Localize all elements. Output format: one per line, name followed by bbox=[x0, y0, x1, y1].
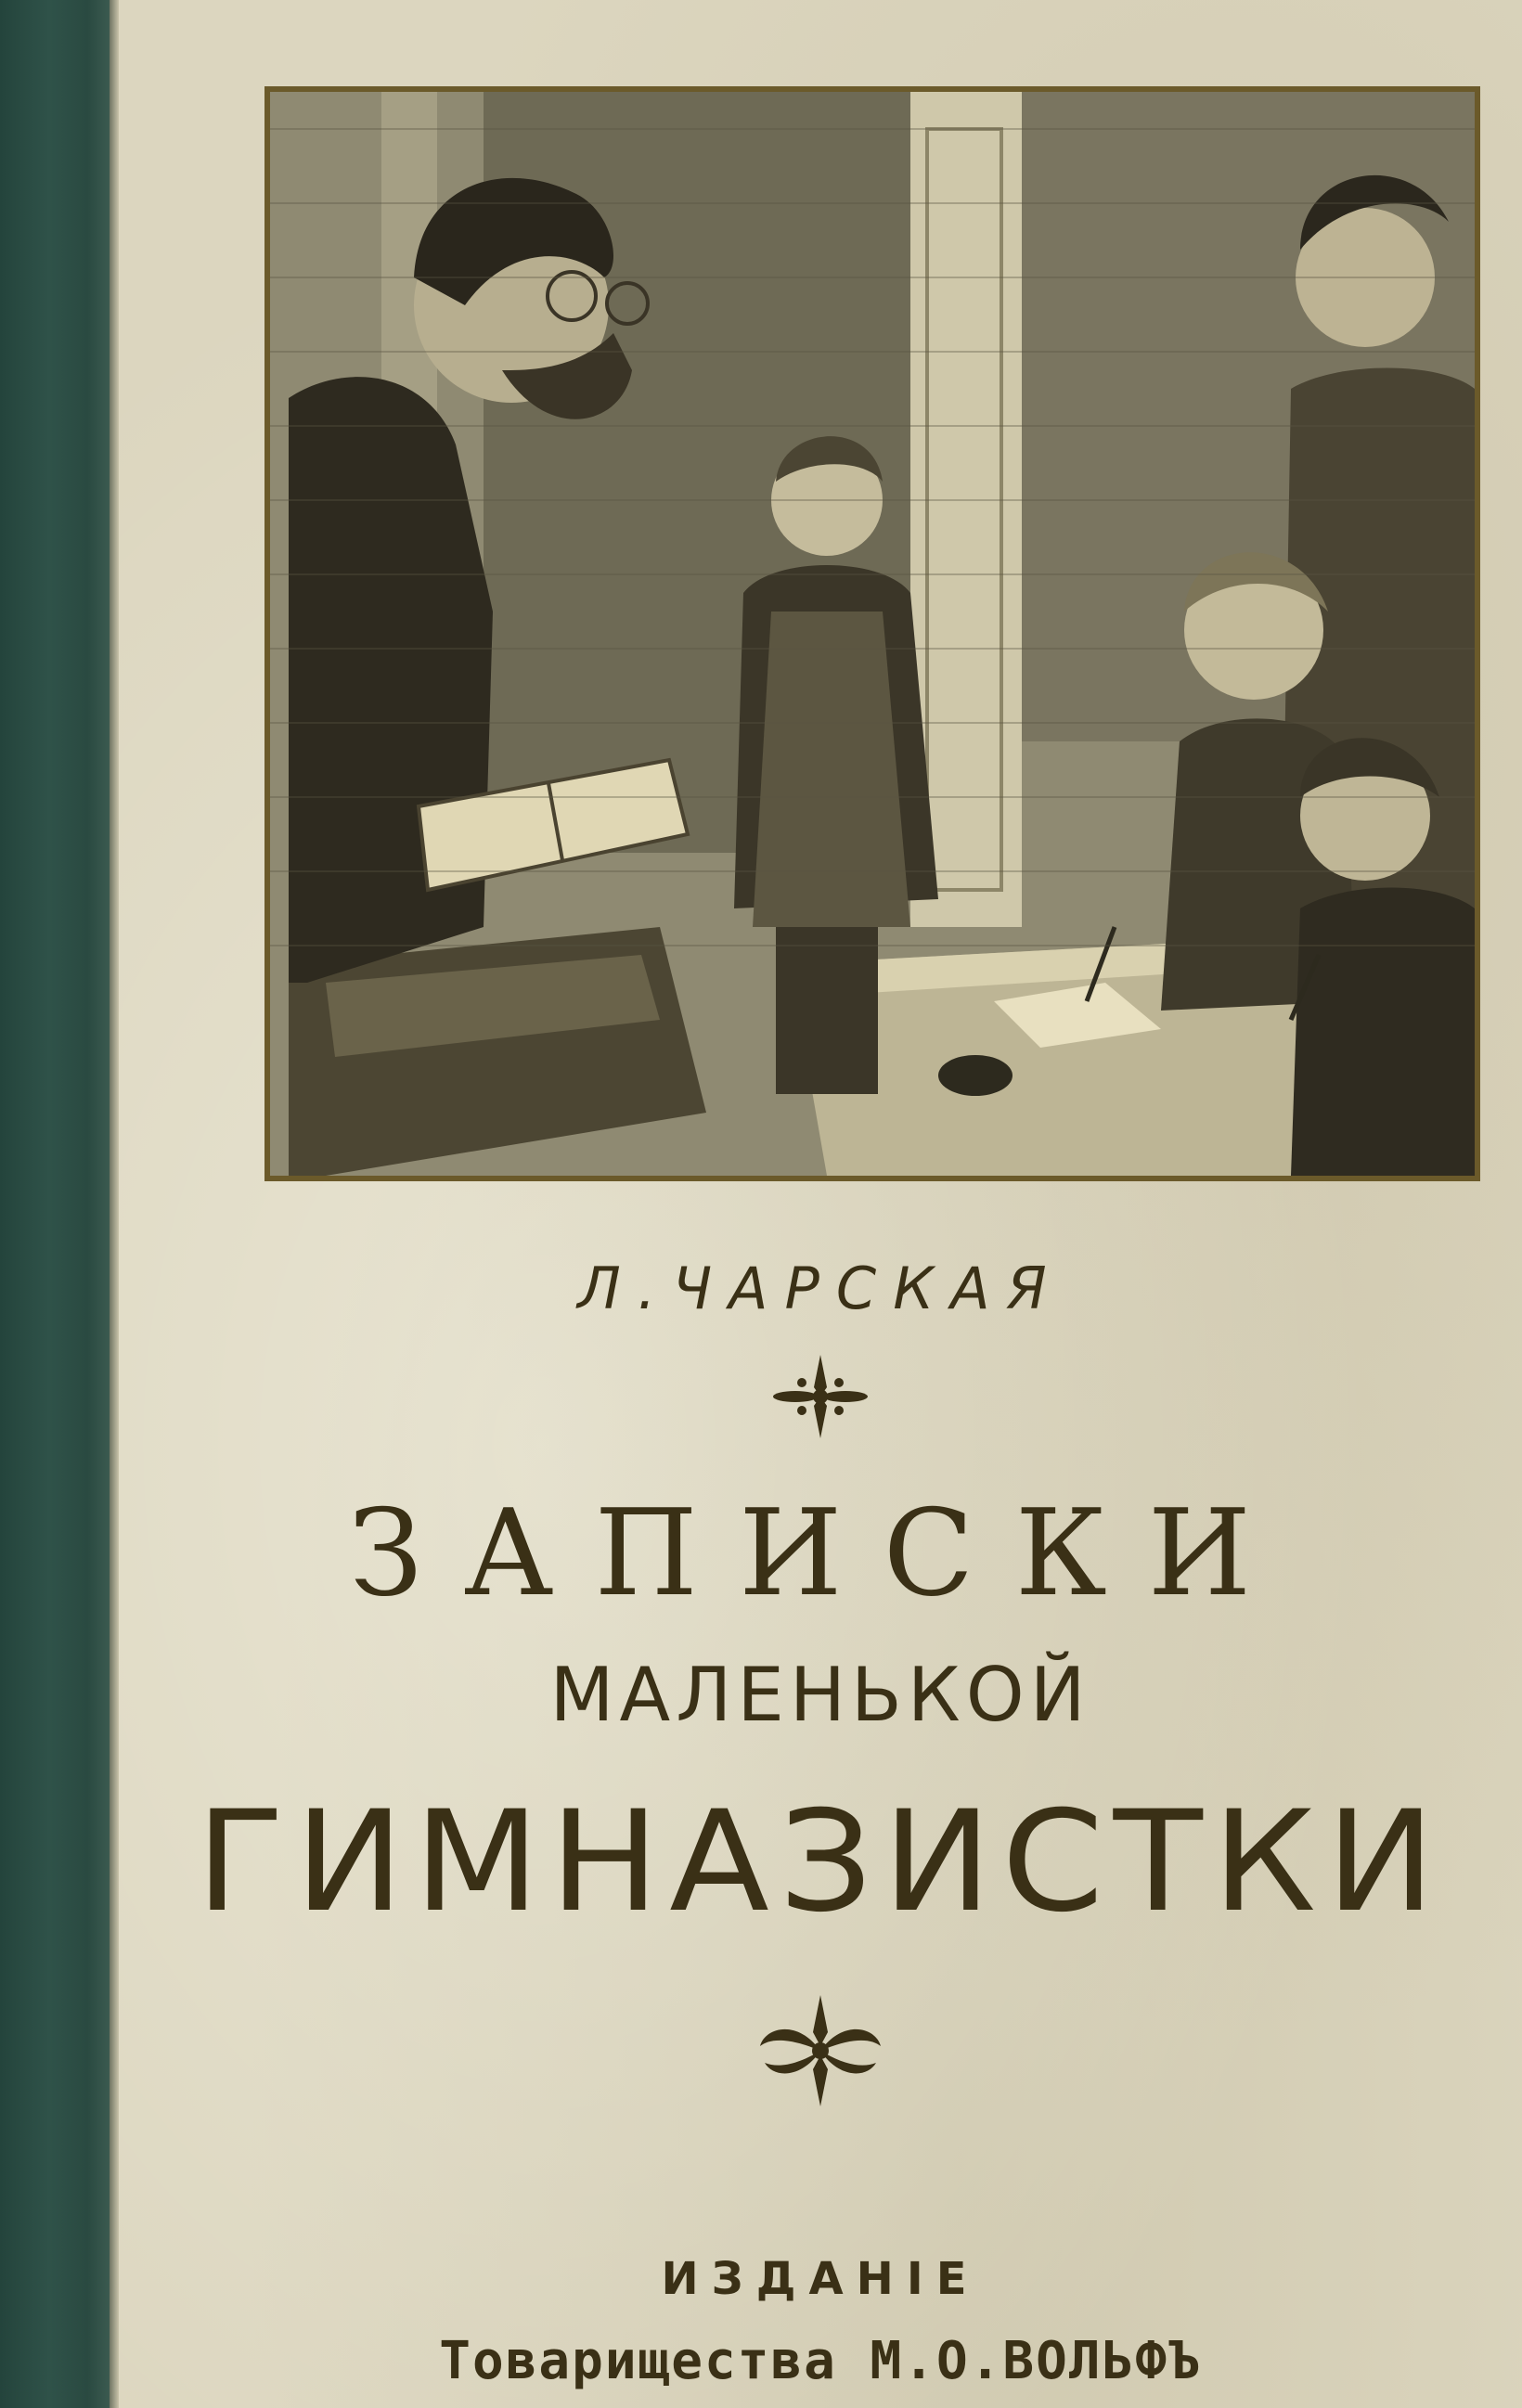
title-line-3: ГИМНАЗИСТКИ bbox=[195, 1782, 1446, 1943]
cover-illustration bbox=[264, 86, 1480, 1181]
fleuron-ornament-icon bbox=[769, 1350, 871, 1443]
title-line-1: ЗАПИСКИ bbox=[348, 1485, 1293, 1623]
publisher-name: Товарищества М.О.ВОЛЬФЪ bbox=[439, 2331, 1202, 2391]
classroom-scene-illustration bbox=[270, 92, 1475, 1176]
book-spine bbox=[0, 0, 110, 2408]
floral-ornament-icon bbox=[751, 1990, 890, 2111]
spine-edge bbox=[110, 0, 119, 2408]
title-line-2: МАЛЕНЬКОЙ bbox=[549, 1652, 1091, 1738]
publisher-label: ИЗДАНІЕ bbox=[661, 2253, 980, 2305]
author-name: Л.ЧАРСКАЯ bbox=[577, 1255, 1064, 1322]
